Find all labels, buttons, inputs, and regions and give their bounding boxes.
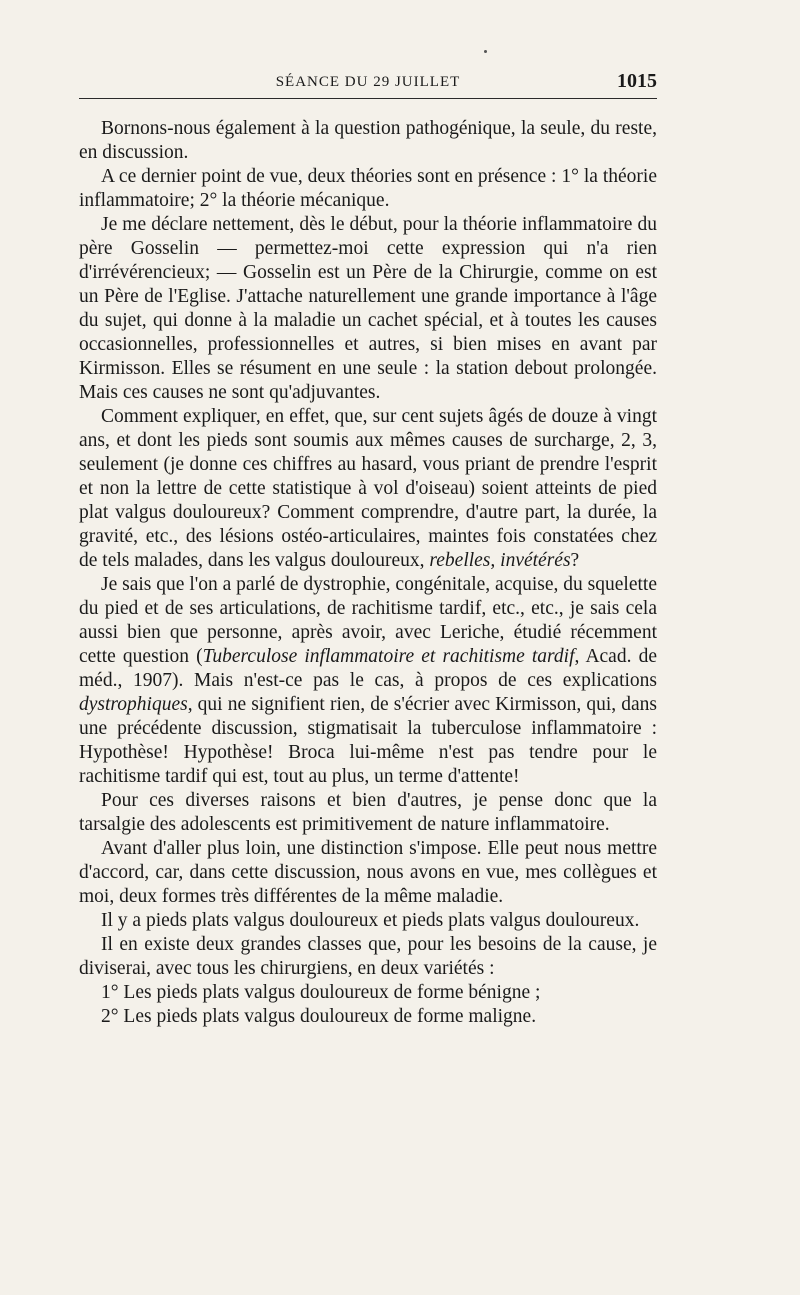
paragraph-7: [79, 837, 657, 909]
list-item-1: [79, 981, 657, 1005]
paragraph-text: , qui ne signifient rien, de s'écrier avec Kirmisson, qui, dans une précédente discussion, stigmatisait la tuberculose inflammatoire : Hypothèse! Hypothèse! Broca lui-même n'est pas tendre pour le rachitisme tardif qui est, tout au plus, un terme d'attente!: [79, 694, 657, 787]
paragraph-text: A ce dernier point de vue, deux théories sont en présence : 1° la théorie inflammatoire; 2° la théorie mécanique.: [79, 166, 657, 211]
paragraph-text: Il y a pieds plats valgus douloureux et pieds plats valgus douloureux.: [101, 910, 640, 931]
paragraph-8: [79, 909, 657, 933]
paragraph-text: , Acad. de méd., 1907). Mais n'est-ce pas le cas, à propos de ces explications: [79, 646, 657, 691]
paragraph-6: [79, 789, 657, 837]
paragraph-text: Comment expliquer, en effet, que, sur cent sujets âgés de douze à vingt ans, et dont les pieds sont soumis aux mêmes causes de surcharge, 2, 3, seulement (je donne ces chiffres au hasard, vous priant de prendre l'esprit et non la lettre de cette statistique à vol d'oiseau) soient atteints de pied plat valgus douloureux? Comment comprendre, d'autre part, la durée, la gravité, etc., des lésions ostéo-articulaires, maintes fois constatées chez de tels malades, dans les valgus douloureux,: [79, 406, 657, 571]
paragraph-text: Avant d'aller plus loin, une distinction s'impose. Elle peut nous mettre d'accord, car, dans cette discussion, nous avons en vue, mes collègues et moi, deux formes très différentes de la même maladie.: [79, 838, 657, 907]
running-head: [79, 68, 657, 99]
italic-title: Tuberculose inflammatoire et rachitisme tardif: [202, 646, 575, 667]
page-number: 1015: [617, 70, 657, 92]
paragraph-text: Bornons-nous également à la question pathogénique, la seule, du reste, en discussion.: [79, 118, 657, 163]
paragraph-text: Je sais que l'on a parlé de dystrophie, congénitale, acquise, du squelette du pied et de ses articulations, de rachitisme tardif, etc., etc., je sais cela aussi bien que personne, après avoir, avec Leriche, étudié récemment cette question (: [79, 574, 657, 667]
paragraph-text: Pour ces diverses raisons et bien d'autres, je pense donc que la tarsalgie des adolescents est primitivement de nature inflammatoire.: [79, 790, 657, 835]
list-item-text: 1° Les pieds plats valgus douloureux de forme bénigne ;: [101, 982, 541, 1003]
paragraph-1: [79, 117, 657, 165]
ink-speck: [484, 50, 487, 53]
body-text: [79, 117, 657, 1029]
paragraph-9: [79, 933, 657, 981]
list-item-text: 2° Les pieds plats valgus douloureux de forme maligne.: [101, 1006, 537, 1027]
list-item-2: [79, 1005, 657, 1029]
paragraph-4: [79, 405, 657, 573]
paragraph-text: Je me déclare nettement, dès le début, pour la théorie inflammatoire du père Gosselin — permettez-moi cette expression qui n'a rien d'irrévérencieux; — Gosselin est un Père de la Chirurgie, comme on est un Père de l'Eglise. J'attache naturellement une grande importance à l'âge du sujet, qui donne à la maladie un cachet spécial, et à toutes les causes occasionnelles, professionnelles et autres, si bien mises en avant par Kirmisson. Elles se résument en une seule : la station debout prolongée. Mais ces causes ne sont qu'adjuvantes.: [79, 214, 657, 403]
paragraph-2: [79, 165, 657, 213]
paragraph-text: ?: [570, 550, 580, 571]
paragraph-3: [79, 213, 657, 405]
paragraph-text: Il en existe deux grandes classes que, pour les besoins de la cause, je diviserai, avec tous les chirurgiens, en deux variétés :: [79, 934, 657, 979]
paragraph-5: [79, 573, 657, 789]
book-page: [79, 68, 657, 1029]
italic-word: dystrophiques: [79, 694, 188, 715]
running-title: SÉANCE DU 29 JUILLET: [275, 74, 461, 90]
italic-phrase: rebelles, invétérés: [429, 550, 571, 571]
